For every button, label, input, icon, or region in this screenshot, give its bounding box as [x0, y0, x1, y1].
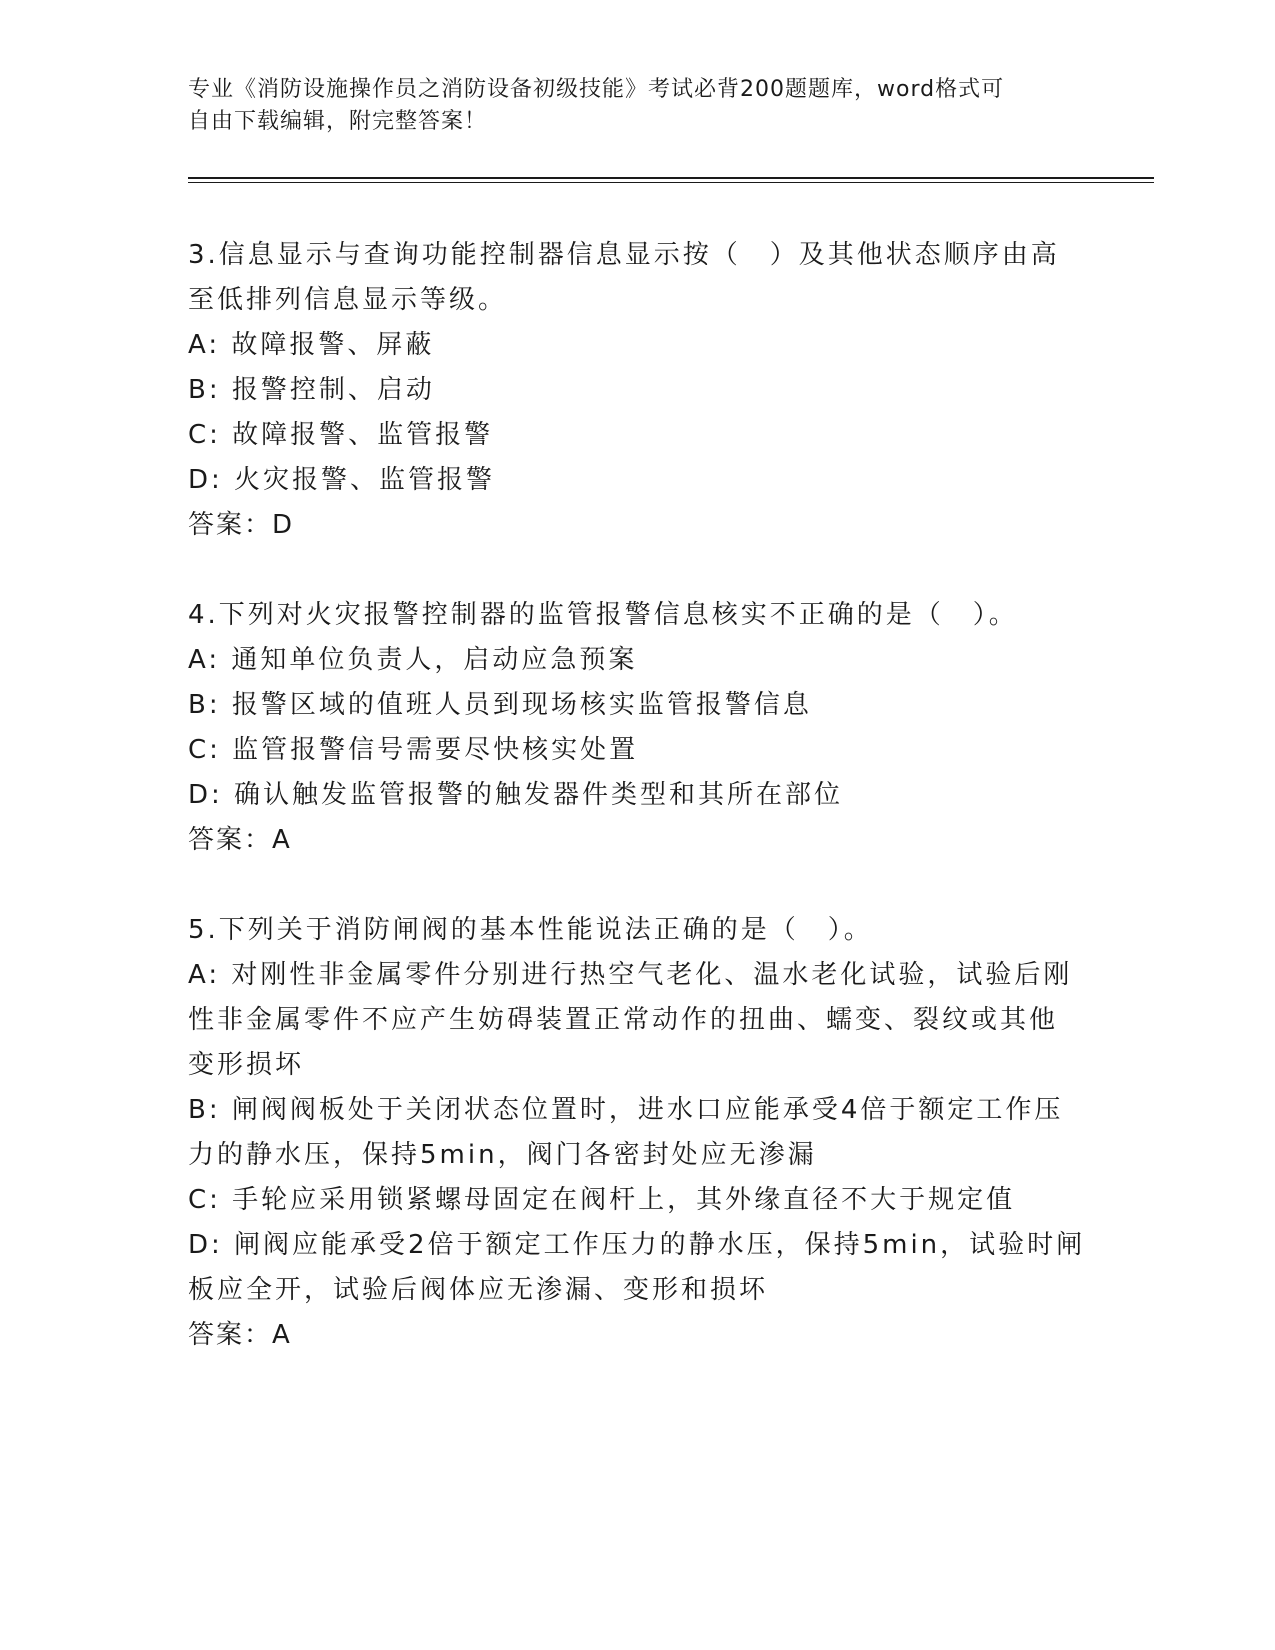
question-stem: 5.下列关于消防闸阀的基本性能说法正确的是（ ）。 — [188, 915, 873, 945]
question-stem: 至低排列信息显示等级。 — [188, 285, 508, 315]
option-a: A: 对刚性非金属零件分别进行热空气老化、温水老化试验，试验后刚 — [188, 960, 1073, 990]
option-c: C: 手轮应采用锁紧螺母固定在阀杆上，其外缘直径不大于规定值 — [188, 1185, 1016, 1215]
option-d: D: 确认触发监管报警的触发器件类型和其所在部位 — [188, 780, 844, 810]
option-a-continued: 性非金属零件不应产生妨碍装置正常动作的扭曲、蠕变、裂纹或其他 — [188, 1005, 1059, 1035]
question-item — [188, 593, 1088, 863]
option-a: A: 通知单位负责人，启动应急预案 — [188, 645, 638, 675]
question-stem: 4.下列对火灾报警控制器的监管报警信息核实不正确的是（ ）。 — [188, 600, 1018, 630]
question-stem: 3.信息显示与查询功能控制器信息显示按（ ）及其他状态顺序由高 — [188, 240, 1060, 270]
question-item — [188, 233, 1088, 548]
option-d-continued: 板应全开，试验后阀体应无渗漏、变形和损坏 — [188, 1275, 769, 1305]
answer-label: 答案：A — [188, 1320, 292, 1350]
option-c: C: 监管报警信号需要尽快核实处置 — [188, 735, 639, 765]
option-c: C: 故障报警、监管报警 — [188, 420, 494, 450]
document-header — [188, 74, 1068, 138]
header-divider-thick — [188, 177, 1154, 179]
question-list — [188, 233, 1088, 1403]
answer-label: 答案：D — [188, 510, 295, 540]
question-item — [188, 908, 1088, 1358]
option-a: A: 故障报警、屏蔽 — [188, 330, 435, 360]
option-d: D: 火灾报警、监管报警 — [188, 465, 496, 495]
option-b: B: 报警区域的值班人员到现场核实监管报警信息 — [188, 690, 812, 720]
option-b: B: 闸阀阀板处于关闭状态位置时，进水口应能承受4倍于额定工作压 — [188, 1095, 1064, 1125]
option-a-continued: 变形损坏 — [188, 1050, 305, 1080]
header-line: 自由下载编辑，附完整答案！ — [188, 109, 488, 134]
answer-label: 答案：A — [188, 825, 292, 855]
header-divider-thin — [188, 182, 1154, 183]
option-d: D: 闸阀应能承受2倍于额定工作压力的静水压，保持5min，试验时闸 — [188, 1230, 1086, 1260]
option-b-continued: 力的静水压，保持5min，阀门各密封处应无渗漏 — [188, 1140, 817, 1170]
option-b: B: 报警控制、启动 — [188, 375, 435, 405]
header-line: 专业《消防设施操作员之消防设备初级技能》考试必背200题题库，word格式可 — [188, 77, 1005, 102]
